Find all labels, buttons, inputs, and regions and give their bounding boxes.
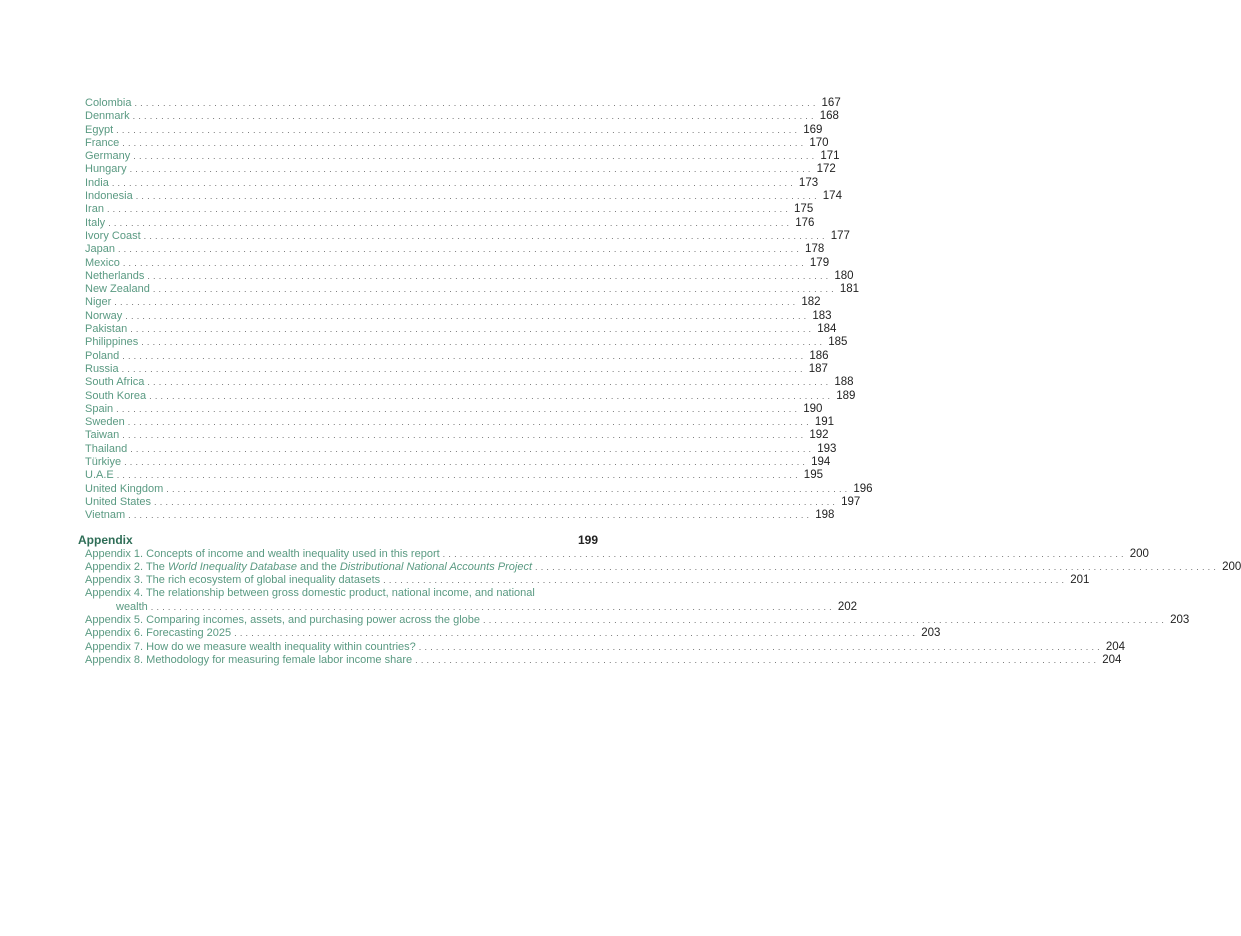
entry-page: 204 (1105, 640, 1126, 653)
entry-label-middle: and the (296, 560, 340, 573)
leader-dots: ........................................................................................................................ (147, 270, 832, 281)
leader-dots: ........................................................................................................................ (535, 561, 1220, 572)
entry-page: 202 (837, 600, 858, 613)
leader-dots: ........................................................................................................................ (128, 510, 813, 521)
toc-entry-country[interactable] (78, 469, 823, 482)
entry-page: 192 (809, 429, 829, 442)
entry-page: 191 (814, 416, 835, 429)
entry-label: Russia (85, 362, 119, 375)
entry-page: 179 (809, 256, 830, 269)
entry-page: 174 (822, 190, 842, 203)
leader-dots: ........................................................................................................................ (116, 124, 801, 135)
leader-dots: ........................................................................................................................ (122, 350, 807, 361)
entry-label: Mexico (85, 256, 120, 269)
leader-dots: ........................................................................................................................ (143, 230, 828, 241)
entry-page: 168 (819, 110, 839, 123)
toc-entry-country[interactable] (78, 442, 837, 456)
toc-entry-country[interactable] (78, 150, 840, 163)
entry-page: 175 (794, 203, 814, 216)
entry-page: 203 (921, 627, 941, 640)
entry-page: 184 (817, 323, 837, 336)
leader-dots: ........................................................................................................................ (117, 244, 803, 255)
leader-dots: ........................................................................................................................ (166, 483, 851, 494)
leader-dots: ........................................................................................................................ (114, 297, 799, 308)
leader-dots: ........................................................................................................................ (147, 377, 832, 388)
toc-entry-country[interactable] (78, 416, 835, 429)
leader-dots: ........................................................................................................................ (121, 363, 806, 374)
toc-entry-country[interactable] (78, 256, 830, 270)
leader-dots: ........................................................................................................................ (122, 137, 807, 148)
leader-dots: ........................................................................................................................ (116, 470, 801, 481)
toc-entry-country[interactable] (78, 97, 841, 110)
entry-label: Türkiye (85, 456, 122, 469)
leader-dots: ........................................................................................................................ (134, 98, 819, 108)
leader-dots: ........................................................................................................................ (129, 164, 814, 175)
entry-page: 171 (820, 150, 840, 163)
leader-dots: ........................................................................................................................ (152, 284, 837, 295)
toc-entry-country[interactable] (78, 176, 819, 190)
toc-entry-appendix-1[interactable] (78, 547, 1149, 561)
leader-dots: ........................................................................................................................ (418, 641, 1103, 652)
entry-page: 201 (1070, 574, 1090, 587)
entry-page: 190 (803, 402, 823, 415)
entry-label: Appendix 8. Methodology for measuring female labor income share (85, 653, 413, 666)
toc-entry-country[interactable] (78, 456, 831, 469)
entry-label: Pakistan (85, 323, 128, 336)
leader-dots: ........................................................................................................................ (125, 310, 810, 321)
country-entries (78, 97, 873, 523)
entry-label: Ivory Coast (85, 229, 141, 242)
entry-label: Egypt (85, 123, 114, 136)
leader-dots: ........................................................................................................................ (135, 191, 820, 202)
leader-dots: ........................................................................................................................ (442, 548, 1127, 559)
entry-label: Sweden (85, 416, 125, 429)
toc-entry-country[interactable] (78, 283, 860, 296)
toc-entry-country[interactable] (78, 203, 814, 216)
toc-entry-country[interactable] (78, 509, 835, 522)
leader-dots: ........................................................................................................................ (130, 443, 815, 454)
toc-entry-appendix-5[interactable] (78, 613, 1190, 627)
toc-entry-country[interactable] (78, 216, 815, 230)
entry-label: Philippines (85, 336, 139, 349)
entry-page: 196 (853, 482, 873, 495)
entry-label: Appendix 5. Comparing incomes, assets, and purchasing power across the globe (85, 613, 481, 626)
entry-label: Niger (85, 296, 112, 309)
entry-page: 169 (803, 123, 823, 136)
entry-label-italic-2: Distributional National Accounts Project (339, 560, 532, 573)
entry-page: 197 (841, 495, 861, 508)
entry-label: Denmark (85, 110, 130, 123)
leader-dots: ........................................................................................................................ (132, 111, 817, 122)
appendix-title: Appendix (78, 532, 133, 547)
entry-label: Appendix 7. How do we measure wealth inequality within countries? (85, 640, 416, 653)
entry-page: 198 (815, 509, 835, 522)
entry-page: 200 (1222, 560, 1241, 573)
appendix-page: 199 (577, 532, 598, 547)
entry-page: 203 (1170, 613, 1190, 626)
entry-label: South Korea (85, 389, 147, 402)
entry-page: 194 (811, 456, 831, 469)
entry-label: Netherlands (85, 269, 145, 282)
entry-label: Japan (85, 243, 115, 256)
leader-dots: ........................................................................................................................ (234, 628, 919, 639)
toc-entry-country[interactable] (78, 269, 854, 283)
entry-label: United States (85, 495, 152, 508)
entry-page: 167 (821, 97, 841, 109)
toc-entry-country[interactable] (78, 110, 839, 123)
leader-dots: ........................................................................................................................ (116, 403, 801, 414)
entry-label: South Africa (85, 376, 145, 389)
leader-dots: ........................................................................................................................ (483, 614, 1168, 625)
entry-page: 180 (834, 269, 854, 282)
entry-label: Indonesia (85, 190, 133, 203)
toc-entry-country[interactable] (78, 495, 861, 509)
entry-page: 178 (805, 243, 825, 256)
entry-page: 173 (798, 176, 819, 189)
leader-dots: ........................................................................................................................ (130, 324, 815, 335)
toc-entry-country[interactable] (78, 323, 837, 336)
entry-label: India (85, 176, 109, 189)
toc-entry-appendix-6[interactable] (78, 627, 941, 640)
entry-label: Thailand (85, 442, 128, 455)
leader-dots: ........................................................................................................................ (154, 496, 839, 507)
entry-label: Poland (85, 349, 120, 362)
toc-entry-country[interactable] (78, 190, 842, 203)
entry-label: New Zealand (85, 283, 150, 296)
toc-entry-country[interactable] (78, 309, 832, 323)
entry-label-line-1: Appendix 4. The relationship between gross domestic product, national income, and national (85, 587, 535, 600)
leader-dots: ........................................................................................................................ (150, 601, 835, 612)
leader-dots: ........................................................................................................................ (108, 217, 793, 228)
leader-dots: ........................................................................................................................ (111, 177, 796, 188)
leader-dots: ........................................................................................................................ (124, 457, 809, 468)
toc-entry-country[interactable] (78, 389, 856, 403)
entry-label: U.A.E (85, 469, 114, 482)
entry-label-prefix: Appendix 2. The (85, 560, 168, 573)
toc-entry-country[interactable] (78, 349, 829, 363)
entry-label: Iran (85, 203, 104, 216)
leader-dots: ........................................................................................................................ (122, 430, 807, 441)
toc-entry-country[interactable] (78, 296, 821, 309)
leader-dots: ........................................................................................................................ (383, 575, 1068, 586)
entry-page: 176 (795, 216, 815, 229)
entry-page: 185 (828, 336, 848, 349)
leader-dots: ........................................................................................................................ (149, 390, 834, 401)
appendix-heading[interactable] (78, 533, 598, 548)
leader-dots: ........................................................................................................................ (127, 417, 812, 428)
toc-entry-country[interactable] (78, 336, 848, 349)
entry-label: United Kingdom (85, 482, 164, 495)
entry-page: 187 (808, 362, 828, 375)
toc-entry-country[interactable] (78, 362, 828, 376)
toc-entry-country[interactable] (78, 136, 829, 150)
entry-page: 195 (803, 469, 823, 482)
leader-dots: ........................................................................................................................ (122, 257, 807, 268)
entry-page: 189 (836, 389, 856, 402)
toc-entry-appendix-2[interactable] (78, 560, 1241, 574)
toc-entry-appendix-4[interactable] (78, 587, 858, 614)
entry-page: 170 (809, 136, 829, 149)
toc-entry-appendix-7[interactable] (78, 640, 1126, 654)
entry-label: Spain (85, 402, 114, 415)
entry-page: 193 (817, 442, 837, 455)
entry-page: 204 (1102, 653, 1122, 666)
entry-page: 183 (812, 309, 832, 322)
entry-label-italic-1: World Inequality Database (167, 560, 297, 573)
toc-entry-country[interactable] (78, 243, 825, 256)
toc-entry-country[interactable] (78, 402, 823, 416)
entry-label (85, 561, 532, 574)
leader-dots: ........................................................................................................................ (415, 654, 1100, 665)
toc-entry-country[interactable] (78, 123, 823, 137)
entry-label: Italy (85, 216, 106, 229)
entry-label: Vietnam (85, 509, 126, 522)
entry-page: 186 (809, 349, 829, 362)
entry-label: Colombia (85, 97, 132, 109)
entry-page: 182 (801, 296, 821, 309)
entry-label: Norway (85, 309, 123, 322)
entry-label: Taiwan (85, 429, 120, 442)
entry-page: 188 (834, 376, 854, 389)
entry-label: Appendix 6. Forecasting 2025 (85, 627, 232, 640)
entry-page: 177 (830, 229, 850, 242)
entry-label: France (85, 136, 120, 149)
toc-entry-country[interactable] (78, 429, 829, 442)
toc-entry-appendix-3[interactable] (78, 574, 1090, 587)
entry-page: 172 (816, 163, 836, 176)
table-of-contents (78, 97, 1241, 667)
leader-dots: ........................................................................................................................ (106, 204, 792, 215)
toc-entry-country[interactable] (78, 482, 873, 496)
entry-label: Appendix 1. Concepts of income and wealth inequality used in this report (85, 547, 440, 560)
leader-dots: ........................................................................................................................ (133, 151, 818, 162)
entry-label: Germany (85, 150, 131, 163)
toc-entry-country[interactable] (78, 163, 836, 176)
leader-dots: ........................................................................................................................ (141, 337, 826, 348)
toc-entry-appendix-8[interactable] (78, 653, 1122, 667)
toc-entry-country[interactable] (78, 376, 854, 389)
entry-label-line-2: wealth (116, 600, 148, 613)
entry-page: 200 (1129, 547, 1149, 560)
toc-entry-country[interactable] (78, 229, 850, 243)
entry-page: 181 (839, 283, 860, 296)
entry-label: Appendix 3. The rich ecosystem of global inequality datasets (85, 574, 381, 587)
entry-label: Hungary (85, 163, 127, 176)
